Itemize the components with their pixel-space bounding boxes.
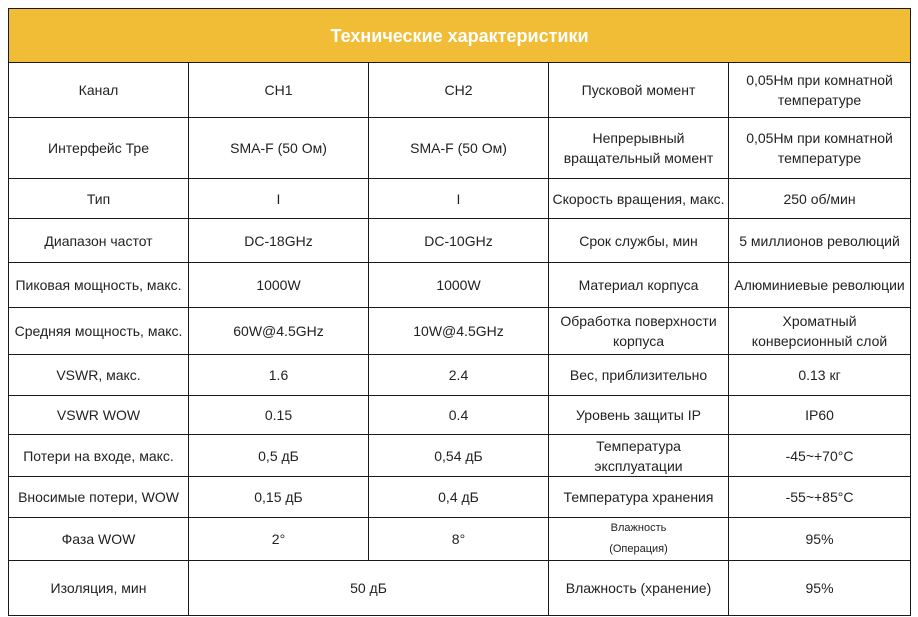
param-value: 95% xyxy=(729,561,911,616)
ch1-value: 2° xyxy=(189,518,369,561)
param-name: VSWR WOW xyxy=(9,396,189,435)
table-row xyxy=(9,219,911,263)
param-value: 0,05Нм при комнатной температуре xyxy=(729,63,911,118)
param-name: Пусковой момент xyxy=(549,63,729,118)
param-name: Пиковая мощность, макс. xyxy=(9,263,189,308)
ch1-value: 0,15 дБ xyxy=(189,477,369,518)
table-row xyxy=(9,308,911,355)
param-value: 5 миллионов революций xyxy=(729,219,911,263)
param-name: Материал корпуса xyxy=(549,263,729,308)
ch1-ch2-value: 50 дБ xyxy=(189,561,549,616)
param-name: Изоляция, мин xyxy=(9,561,189,616)
param-name: Уровень защиты IP xyxy=(549,396,729,435)
param-value: -55~+85°C xyxy=(729,477,911,518)
ch1-value: I xyxy=(189,179,369,219)
table-row xyxy=(9,396,911,435)
table-row xyxy=(9,518,911,561)
ch1-value: 0,5 дБ xyxy=(189,435,369,477)
ch2-value: SMA-F (50 Ом) xyxy=(369,118,549,179)
table-row xyxy=(9,263,911,308)
ch2-value: DC-10GHz xyxy=(369,219,549,263)
ch1-value: 1.6 xyxy=(189,355,369,396)
humidity-sublabel: (Операция) xyxy=(609,543,668,555)
param-value: Алюминиевые революции xyxy=(729,263,911,308)
param-name: Тип xyxy=(9,179,189,219)
param-name: Диапазон частот xyxy=(9,219,189,263)
ch1-value: DC-18GHz xyxy=(189,219,369,263)
param-value: 0.13 кг xyxy=(729,355,911,396)
ch2-value: 0,54 дБ xyxy=(369,435,549,477)
table-row xyxy=(9,355,911,396)
ch1-value: 60W@4.5GHz xyxy=(189,308,369,355)
param-name: VSWR, макс. xyxy=(9,355,189,396)
ch2-value: 0,4 дБ xyxy=(369,477,549,518)
ch2-value: I xyxy=(369,179,549,219)
param-value: Хроматный конверсионный слой xyxy=(729,308,911,355)
table-row xyxy=(9,561,911,616)
param-name: Потери на входе, макс. xyxy=(9,435,189,477)
humidity-label: Влажность xyxy=(610,522,667,534)
ch2-value: CH2 xyxy=(369,63,549,118)
ch1-value: CH1 xyxy=(189,63,369,118)
table-row xyxy=(9,63,911,118)
ch2-value: 0.4 xyxy=(369,396,549,435)
ch2-value: 8° xyxy=(369,518,549,561)
param-name: Срок службы, мин xyxy=(549,219,729,263)
param-name: Температура эксплуатации xyxy=(549,435,729,477)
param-name: Вес, приблизительно xyxy=(549,355,729,396)
table-row xyxy=(9,179,911,219)
table-row xyxy=(9,118,911,179)
param-name: Интерфейс Тре xyxy=(9,118,189,179)
param-name: Обработка поверхности корпуса xyxy=(549,308,729,355)
param-value: IP60 xyxy=(729,396,911,435)
param-value: 95% xyxy=(729,518,911,561)
ch1-value: 1000W xyxy=(189,263,369,308)
table-row xyxy=(9,435,911,477)
param-value: 0,05Нм при комнатной температуре xyxy=(729,118,911,179)
param-value: 250 об/мин xyxy=(729,179,911,219)
param-name: Температура хранения xyxy=(549,477,729,518)
param-name xyxy=(549,518,729,561)
table-row xyxy=(9,477,911,518)
param-name: Канал xyxy=(9,63,189,118)
ch1-value: 0.15 xyxy=(189,396,369,435)
ch2-value: 10W@4.5GHz xyxy=(369,308,549,355)
param-name: Средняя мощность, макс. xyxy=(9,308,189,355)
ch2-value: 2.4 xyxy=(369,355,549,396)
param-name: Скорость вращения, макс. xyxy=(549,179,729,219)
specifications-table xyxy=(8,8,911,616)
ch2-value: 1000W xyxy=(369,263,549,308)
param-name: Непрерывный вращательный момент xyxy=(549,118,729,179)
param-value: -45~+70°C xyxy=(729,435,911,477)
param-name: Фаза WOW xyxy=(9,518,189,561)
param-name: Влажность (хранение) xyxy=(549,561,729,616)
param-name: Вносимые потери, WOW xyxy=(9,477,189,518)
table-title: Технические характеристики xyxy=(9,9,911,63)
ch1-value: SMA-F (50 Ом) xyxy=(189,118,369,179)
